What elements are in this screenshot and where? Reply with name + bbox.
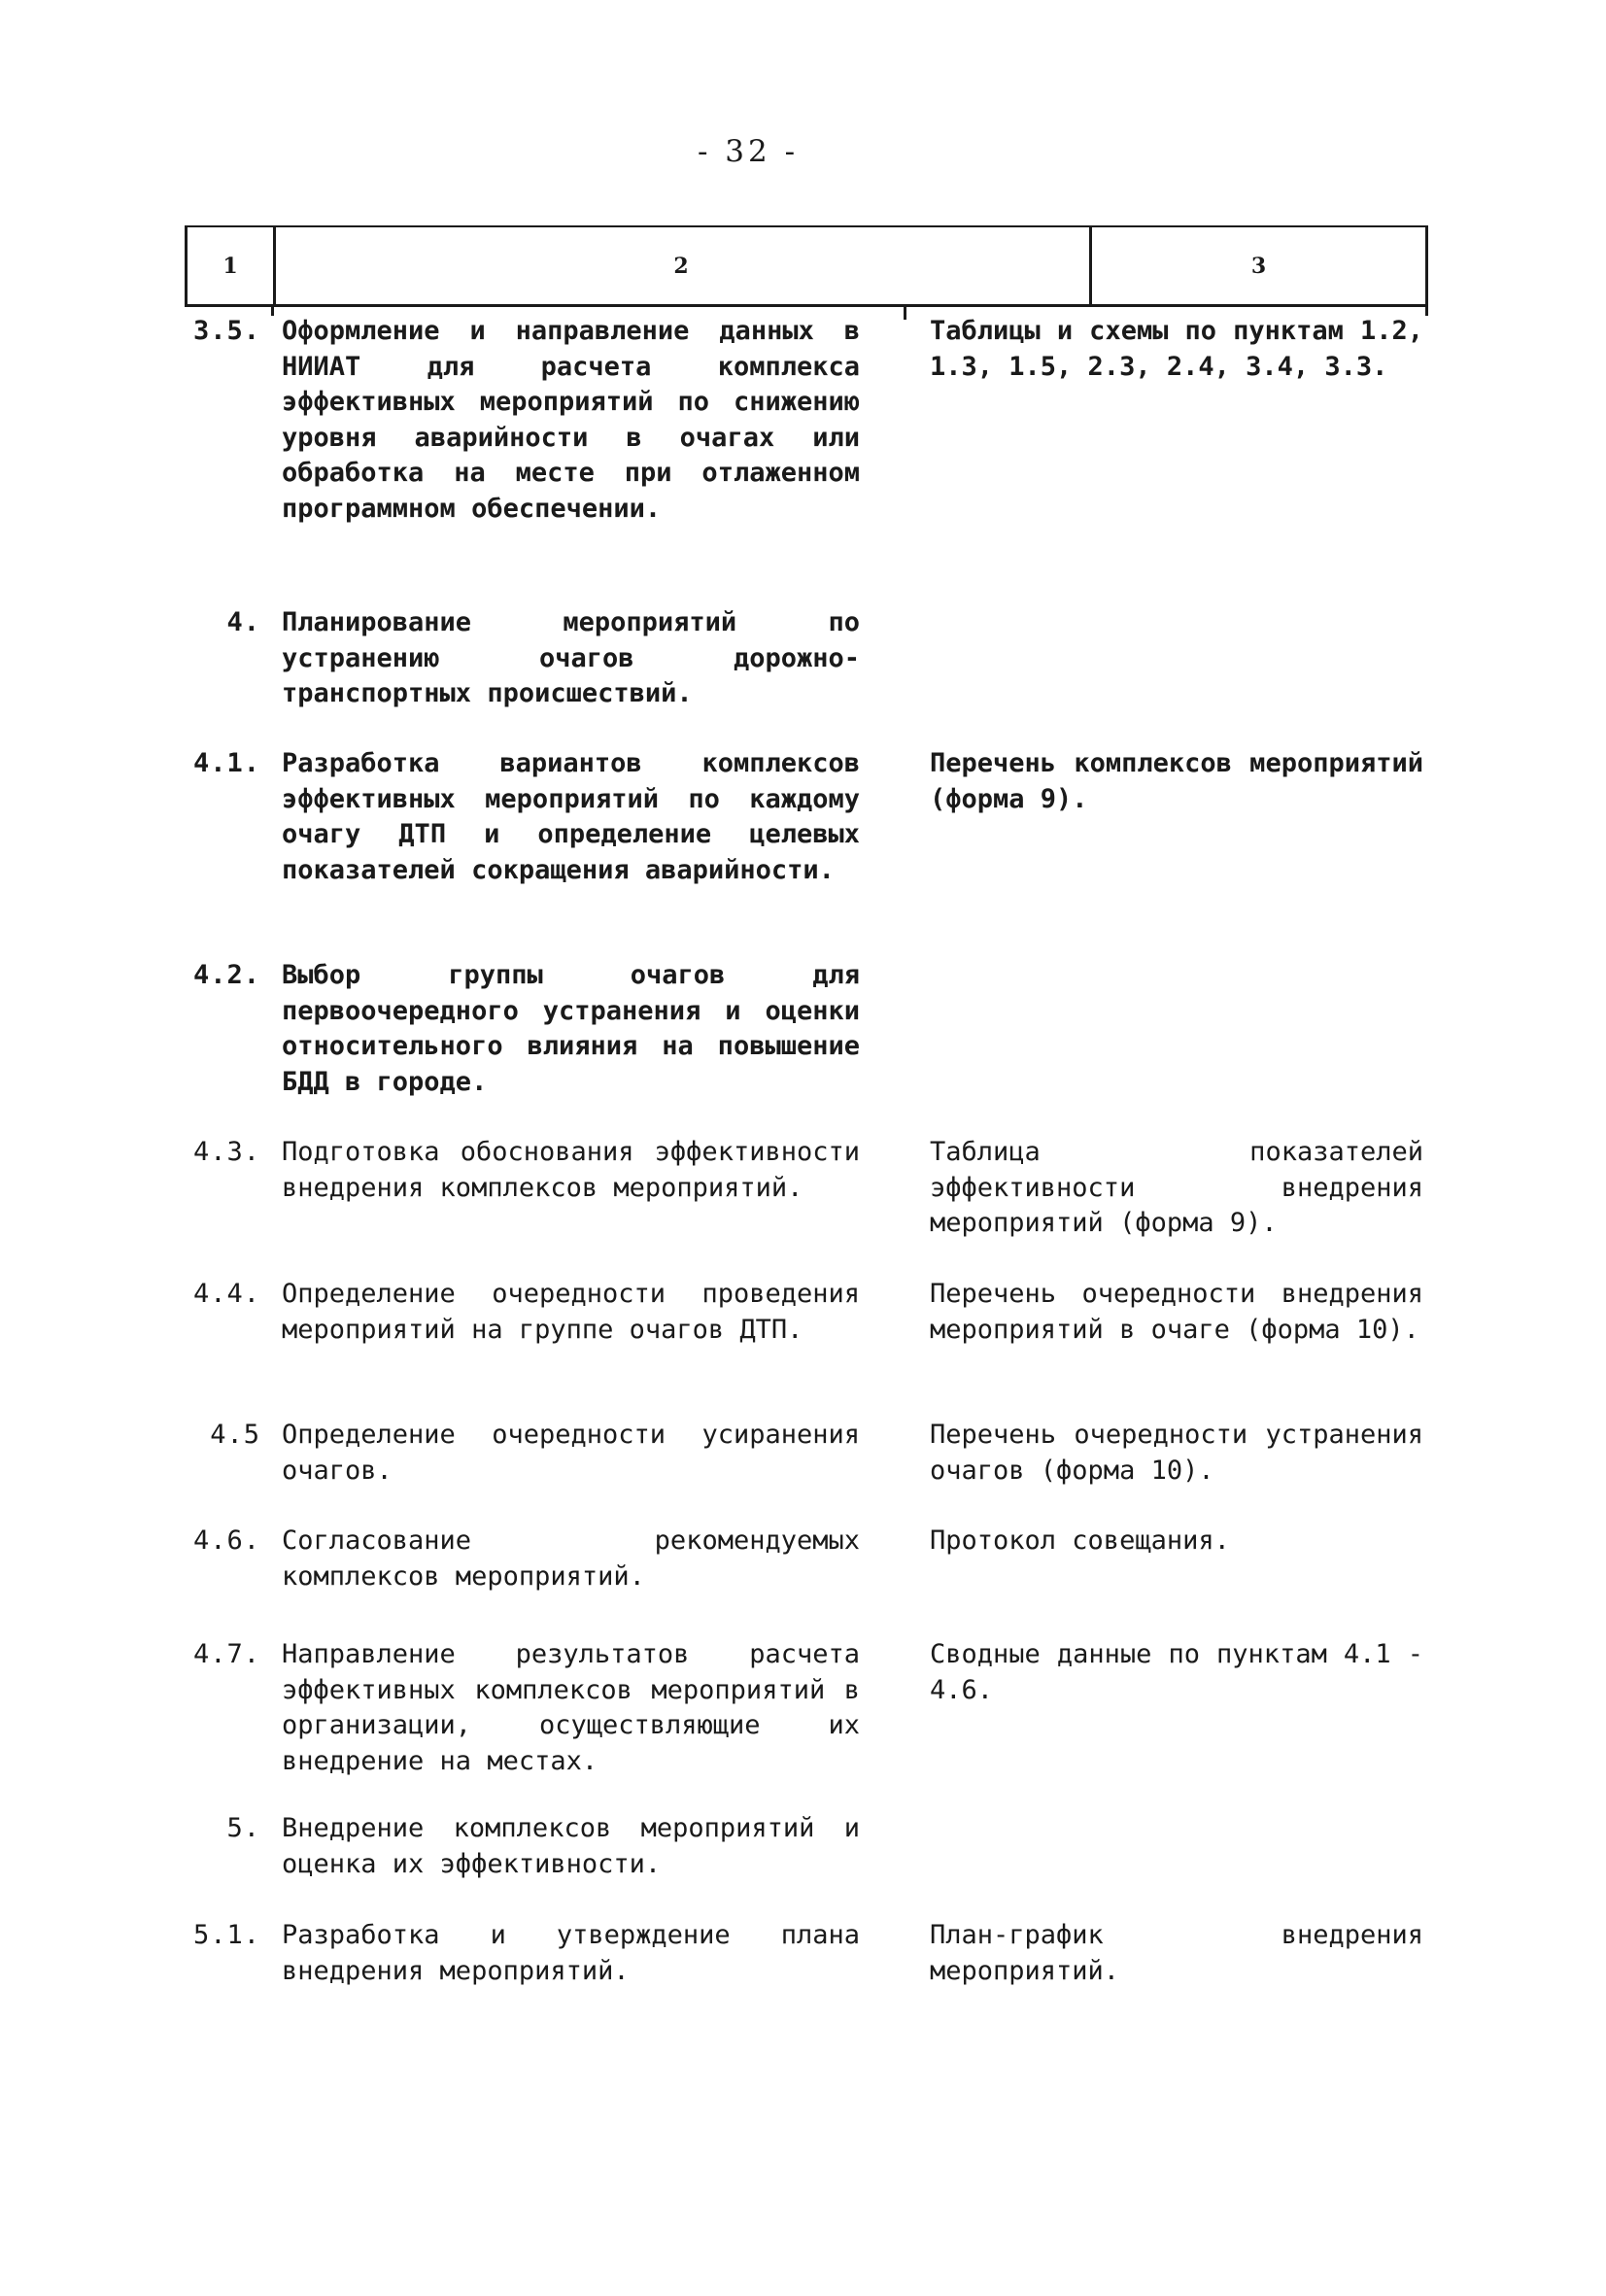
- item-result: Протокол совещания.: [930, 1525, 1230, 1556]
- item-number: 4.5: [210, 1420, 260, 1450]
- item-description: Разработка вариантов комплексов эффективных мероприятий по каждому очагу ДТП и определение целевых показателей сокращения аварийности.: [282, 748, 860, 885]
- item-number: 4.4.: [192, 1279, 260, 1309]
- item-description: Выбор группы очагов для первоочередного устранения и оценки относительного влияния на повышение БДД в городе.: [282, 960, 860, 1097]
- item-description: Определение очередности проведения мероприятий на группе очагов ДТП.: [282, 1279, 860, 1345]
- item-description: Подготовка обоснования эффективности внедрения комплексов мероприятий.: [282, 1137, 860, 1203]
- item-description: Планирование мероприятий по устранению очагов дорожно-транспортных происшествий.: [282, 607, 860, 708]
- item-result: Перечень очередности внедрения мероприятий в очаге (форма 10).: [930, 1279, 1423, 1345]
- item-number: 5.: [226, 1813, 260, 1843]
- column-divider-tick: [904, 304, 906, 320]
- column-divider-tick: [271, 304, 274, 316]
- item-description: Направление результатов расчета эффективных комплексов мероприятий в организации, осуществляющие их внедрение на местах.: [282, 1639, 860, 1776]
- item-description: Внедрение комплексов мероприятий и оценка их эффективности.: [282, 1813, 860, 1879]
- item-number: 4.: [226, 607, 260, 637]
- item-result: План-график внедрения мероприятий.: [930, 1920, 1423, 1986]
- item-result: Перечень комплексов мероприятий (форма 9).: [930, 748, 1423, 814]
- item-description: Разработка и утверждение плана внедрения мероприятий.: [282, 1920, 860, 1986]
- item-description: Согласование рекомендуемых комплексов мероприятий.: [282, 1525, 860, 1592]
- item-description: Оформление и направление данных в НИИАТ для расчета комплекса эффективных мероприятий по снижению уровня аварийности в очагах или обработка на месте при отлаженном программном обеспечении.: [282, 316, 860, 524]
- item-number: 4.2.: [192, 960, 260, 990]
- item-result: Таблица показателей эффективности внедрения мероприятий (форма 9).: [930, 1137, 1423, 1238]
- header-col-3: 3: [1250, 253, 1267, 279]
- item-result: Таблицы и схемы по пунктам 1.2, 1.3, 1.5, 2.3, 2.4, 3.4, 3.3.: [930, 316, 1423, 382]
- item-description: Определение очередности усиранения очагов.: [282, 1420, 860, 1486]
- item-number: 3.5.: [192, 316, 260, 346]
- item-number: 4.1.: [192, 748, 260, 778]
- column-divider-tick: [1425, 304, 1428, 316]
- item-number: 5.1.: [192, 1920, 260, 1950]
- item-number: 4.3.: [192, 1137, 260, 1167]
- item-result: Перечень очередности устранения очагов (форма 10).: [930, 1420, 1423, 1486]
- header-col-2: 2: [273, 227, 1092, 304]
- item-number: 4.7.: [192, 1639, 260, 1669]
- page-number: - 32 -: [697, 134, 800, 169]
- item-result: Сводные данные по пунктам 4.1 - 4.6.: [930, 1639, 1423, 1705]
- table-header: [185, 225, 1428, 307]
- header-col-1: 1: [188, 227, 276, 304]
- item-number: 4.6.: [192, 1525, 260, 1556]
